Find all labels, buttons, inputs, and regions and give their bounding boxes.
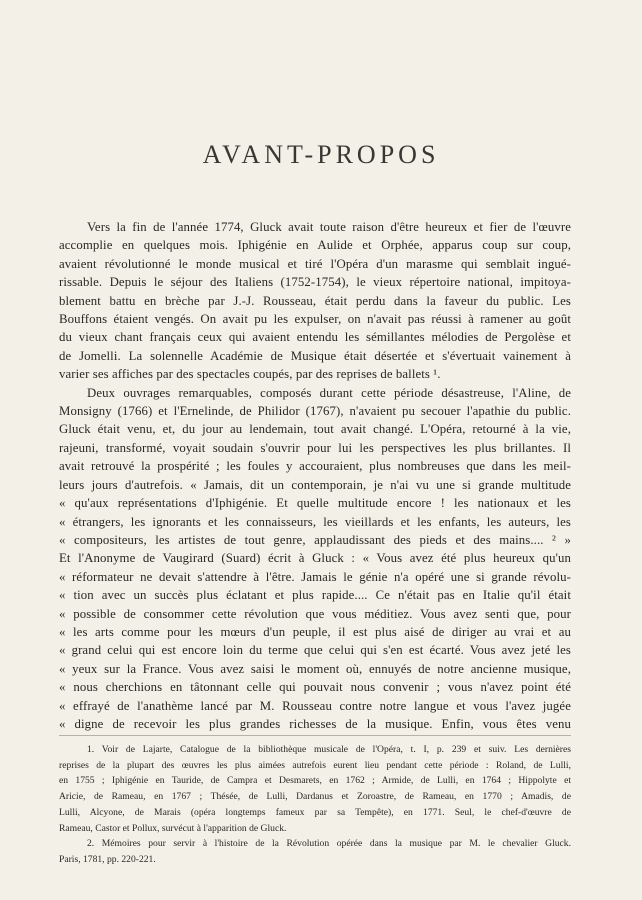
footnote-line: 1. Voir de Lajarte, Catalogue de la bibliothèque musicale de l'Opéra, t. I, p. 239 et suiv. Les dernières [87,744,571,755]
text-line: « grand celui qui est encore loin du terme que celui qui s'en est écarté. Vous avez jeté les [59,643,571,658]
text-line: avaient révolutionné le monde musical et tiré l'Opéra d'un marasme qui semblait ingué- [59,256,571,271]
text-line: rissable. Depuis le séjour des Italiens (1752-1754), le vieux répertoire national, impitoya- [59,275,571,290]
text-line: « nous cherchions en tâtonnant celle qui pouvait nous convenir ; vous n'avez point été [59,680,571,695]
text-line: « digne de recevoir les plus grandes richesses de la musique. Enfin, vous êtes venu [59,716,571,731]
text-line: « les arts comme pour les mœurs d'un peuple, il est plus aisé de diriger au vrai et au [59,624,571,639]
text-line: « tion avec un succès plus éclatant et plus rapide.... Ce n'était pas en Italie qu'il était [59,588,571,603]
text-line: du vieux chant français ceux qui avaient entendu les sémillantes mélodies de Pergolèse et [59,330,571,345]
footnote-line: Lulli, Alcyone, de Marais (opéra longtemps fameux par sa Tempête), en 1771. Seul, le chef-d'œuvre de [59,806,571,818]
text-line: Vers la fin de l'année 1774, Gluck avait toute raison d'être heureux et fier de l'œuvre [87,220,571,234]
text-line: « possible de consommer cette révolution que vous méditiez. Vous avez senti que, pour [59,606,571,621]
footnote-line: en 1755 ; Iphigénie en Tauride, de Campra et Desmarets, en 1762 ; Armide, de Lulli, en 1764 ; Hippolyte et [59,775,571,787]
page-title: AVANT-PROPOS [202,140,440,169]
text-line: « effrayé de l'anathème lancé par M. Rousseau contre notre langue et vous l'avez jugée [59,698,571,713]
footnote-line: Rameau, Castor et Pollux, survécut à l'apparition de Gluck. [59,822,287,834]
text-line: « réformateur ne devait s'attendre à l'être. Jamais le génie n'a opéré une si grande révolu- [59,569,571,584]
main-text [59,218,571,733]
footnote-divider [59,735,571,736]
text-line: varier ses affiches par des spectacles coupés, par des reprises de ballets ¹. [59,367,441,382]
footnote-line: Aricie, de Rameau, en 1767 ; Thésée, de Lulli, Dardanus et Zoroastre, de Rameau, en 1770 ; Amadis, de [59,791,571,803]
text-line: Bouffons étaient vengés. On avait pu les expulser, on n'avait pas réussi à ramener au goût [59,312,571,327]
footnote-line: Paris, 1781, pp. 220-221. [59,853,156,865]
text-line: blement battu en brèche par J.-J. Rousseau, était perdu dans la faveur du public. Les [59,293,571,308]
text-line: Deux ouvrages remarquables, composés durant cette période désastreuse, l'Aline, de [87,385,571,400]
footnote-line: reprises de la plupart des œuvres les plus aimées autrefois eurent lieu pendant cette période : Roland, de Lulli, [59,759,571,771]
text-line: Gluck était venu, et, du jour au lendemain, tout avait changé. L'Opéra, retourné à la vie, [59,422,571,437]
text-line: « yeux sur la France. Vous avez saisi le moment où, ennuyés de notre ancienne musique, [59,661,571,676]
text-line: Monsigny (1766) et l'Ernelinde, de Philidor (1767), n'avaient pu secouer l'apathie du public. [59,404,571,419]
text-line: Et l'Anonyme de Vaugirard (Suard) écrit à Gluck : « Vous avez été plus heureux qu'un [59,551,571,566]
footnote-line: 2. Mémoires pour servir à l'histoire de la Révolution opérée dans la musique par M. le chevalier Gluck. [87,838,571,850]
text-line: « compositeurs, les artistes de tout genre, applaudissant des pieds et des mains.... ² » [59,532,571,547]
text-line: de Jomelli. La solennelle Académie de Musique était désertée et s'évertuait vainement à [59,348,571,363]
text-line: accomplie en quelques mois. Iphigénie en Aulide et Orphée, apparus coup sur coup, [59,238,571,253]
text-line: rajeuni, transformé, voyait soudain s'ouvrir pour lui les perspectives les plus brillantes. Il [59,440,571,455]
footnotes [59,742,571,868]
text-line: leurs jours d'autrefois. « Jamais, dit un contemporain, je n'ai vu une si grande multitude [59,477,571,492]
text-line: « étrangers, les ignorants et les connaisseurs, les vieillards et les enfants, les auteurs, les [59,514,571,529]
text-line: avait retrouvé la prospérité ; les foules y accouraient, plus nombreuses que dans les meil- [59,459,571,474]
text-line: « qu'aux représentations d'Iphigénie. Et quelle multitude encore ! les nationaux et les [59,496,571,511]
